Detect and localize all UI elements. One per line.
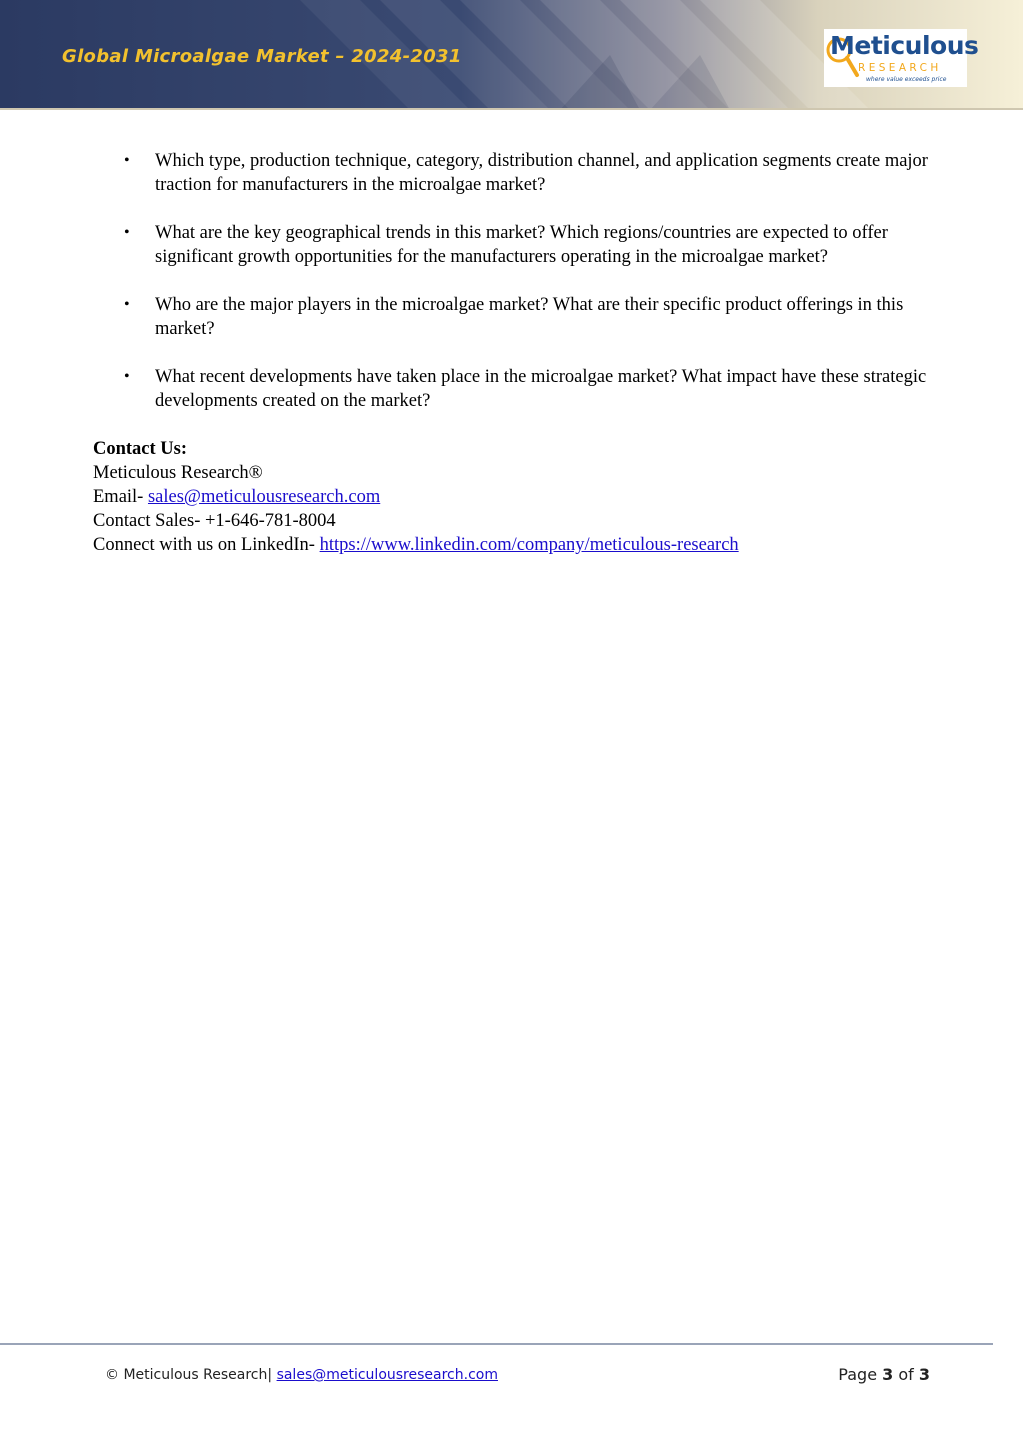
logo-tagline: where value exceeds price bbox=[866, 76, 947, 83]
email-line bbox=[93, 485, 938, 509]
list-item-text: Which type, production technique, category, distribution channel, and application segments create major traction for manufacturers in the microalgae market? bbox=[155, 151, 928, 195]
footer-divider bbox=[0, 1343, 993, 1345]
list-item-text: Who are the major players in the microalgae market? What are their specific product offerings in this market? bbox=[155, 295, 904, 339]
bullet-icon: • bbox=[124, 224, 130, 241]
logo-subtitle: RESEARCH bbox=[858, 62, 942, 74]
document-title: Global Microalgae Market – 2024-2031 bbox=[62, 46, 462, 67]
logo-name: Meticulous bbox=[830, 31, 979, 60]
header-banner bbox=[0, 0, 1023, 110]
copyright-text: © Meticulous Research| bbox=[105, 1367, 277, 1383]
list-item bbox=[93, 149, 938, 197]
contact-section bbox=[93, 437, 938, 557]
list-item bbox=[93, 221, 938, 269]
bullet-icon: • bbox=[124, 368, 130, 385]
sales-phone-line: Contact Sales- +1-646-781-8004 bbox=[93, 511, 336, 531]
list-item-text: What are the key geographical trends in this market? Which regions/countries are expected to offer significant growth opportunities for the manufacturers operating in the microalgae market? bbox=[155, 223, 888, 267]
list-item bbox=[93, 365, 938, 413]
email-link[interactable]: sales@meticulousresearch.com bbox=[147, 487, 381, 507]
document-body bbox=[93, 149, 938, 557]
email-label: Email- bbox=[93, 487, 148, 507]
footer-email-link[interactable]: sales@meticulousresearch.com bbox=[276, 1367, 498, 1383]
page-total: 3 bbox=[918, 1365, 930, 1384]
page-of: of bbox=[893, 1365, 919, 1384]
company-name: Meticulous Research® bbox=[93, 463, 263, 483]
page-current: 3 bbox=[882, 1365, 894, 1384]
footer-copyright bbox=[105, 1367, 498, 1383]
bullet-icon: • bbox=[124, 296, 130, 313]
list-item bbox=[93, 293, 938, 341]
page-number bbox=[838, 1365, 930, 1384]
bullet-icon: • bbox=[124, 152, 130, 169]
linkedin-label: Connect with us on LinkedIn- bbox=[93, 535, 320, 555]
page-prefix: Page bbox=[838, 1365, 883, 1384]
question-list bbox=[93, 149, 938, 413]
list-item-text: What recent developments have taken place in the microalgae market? What impact have these strategic developments created on the market? bbox=[155, 367, 927, 411]
contact-heading: Contact Us: bbox=[93, 439, 188, 459]
linkedin-link[interactable]: https://www.linkedin.com/company/meticulous-research bbox=[319, 535, 739, 555]
meticulous-research-logo bbox=[824, 29, 979, 87]
linkedin-line bbox=[93, 533, 938, 557]
